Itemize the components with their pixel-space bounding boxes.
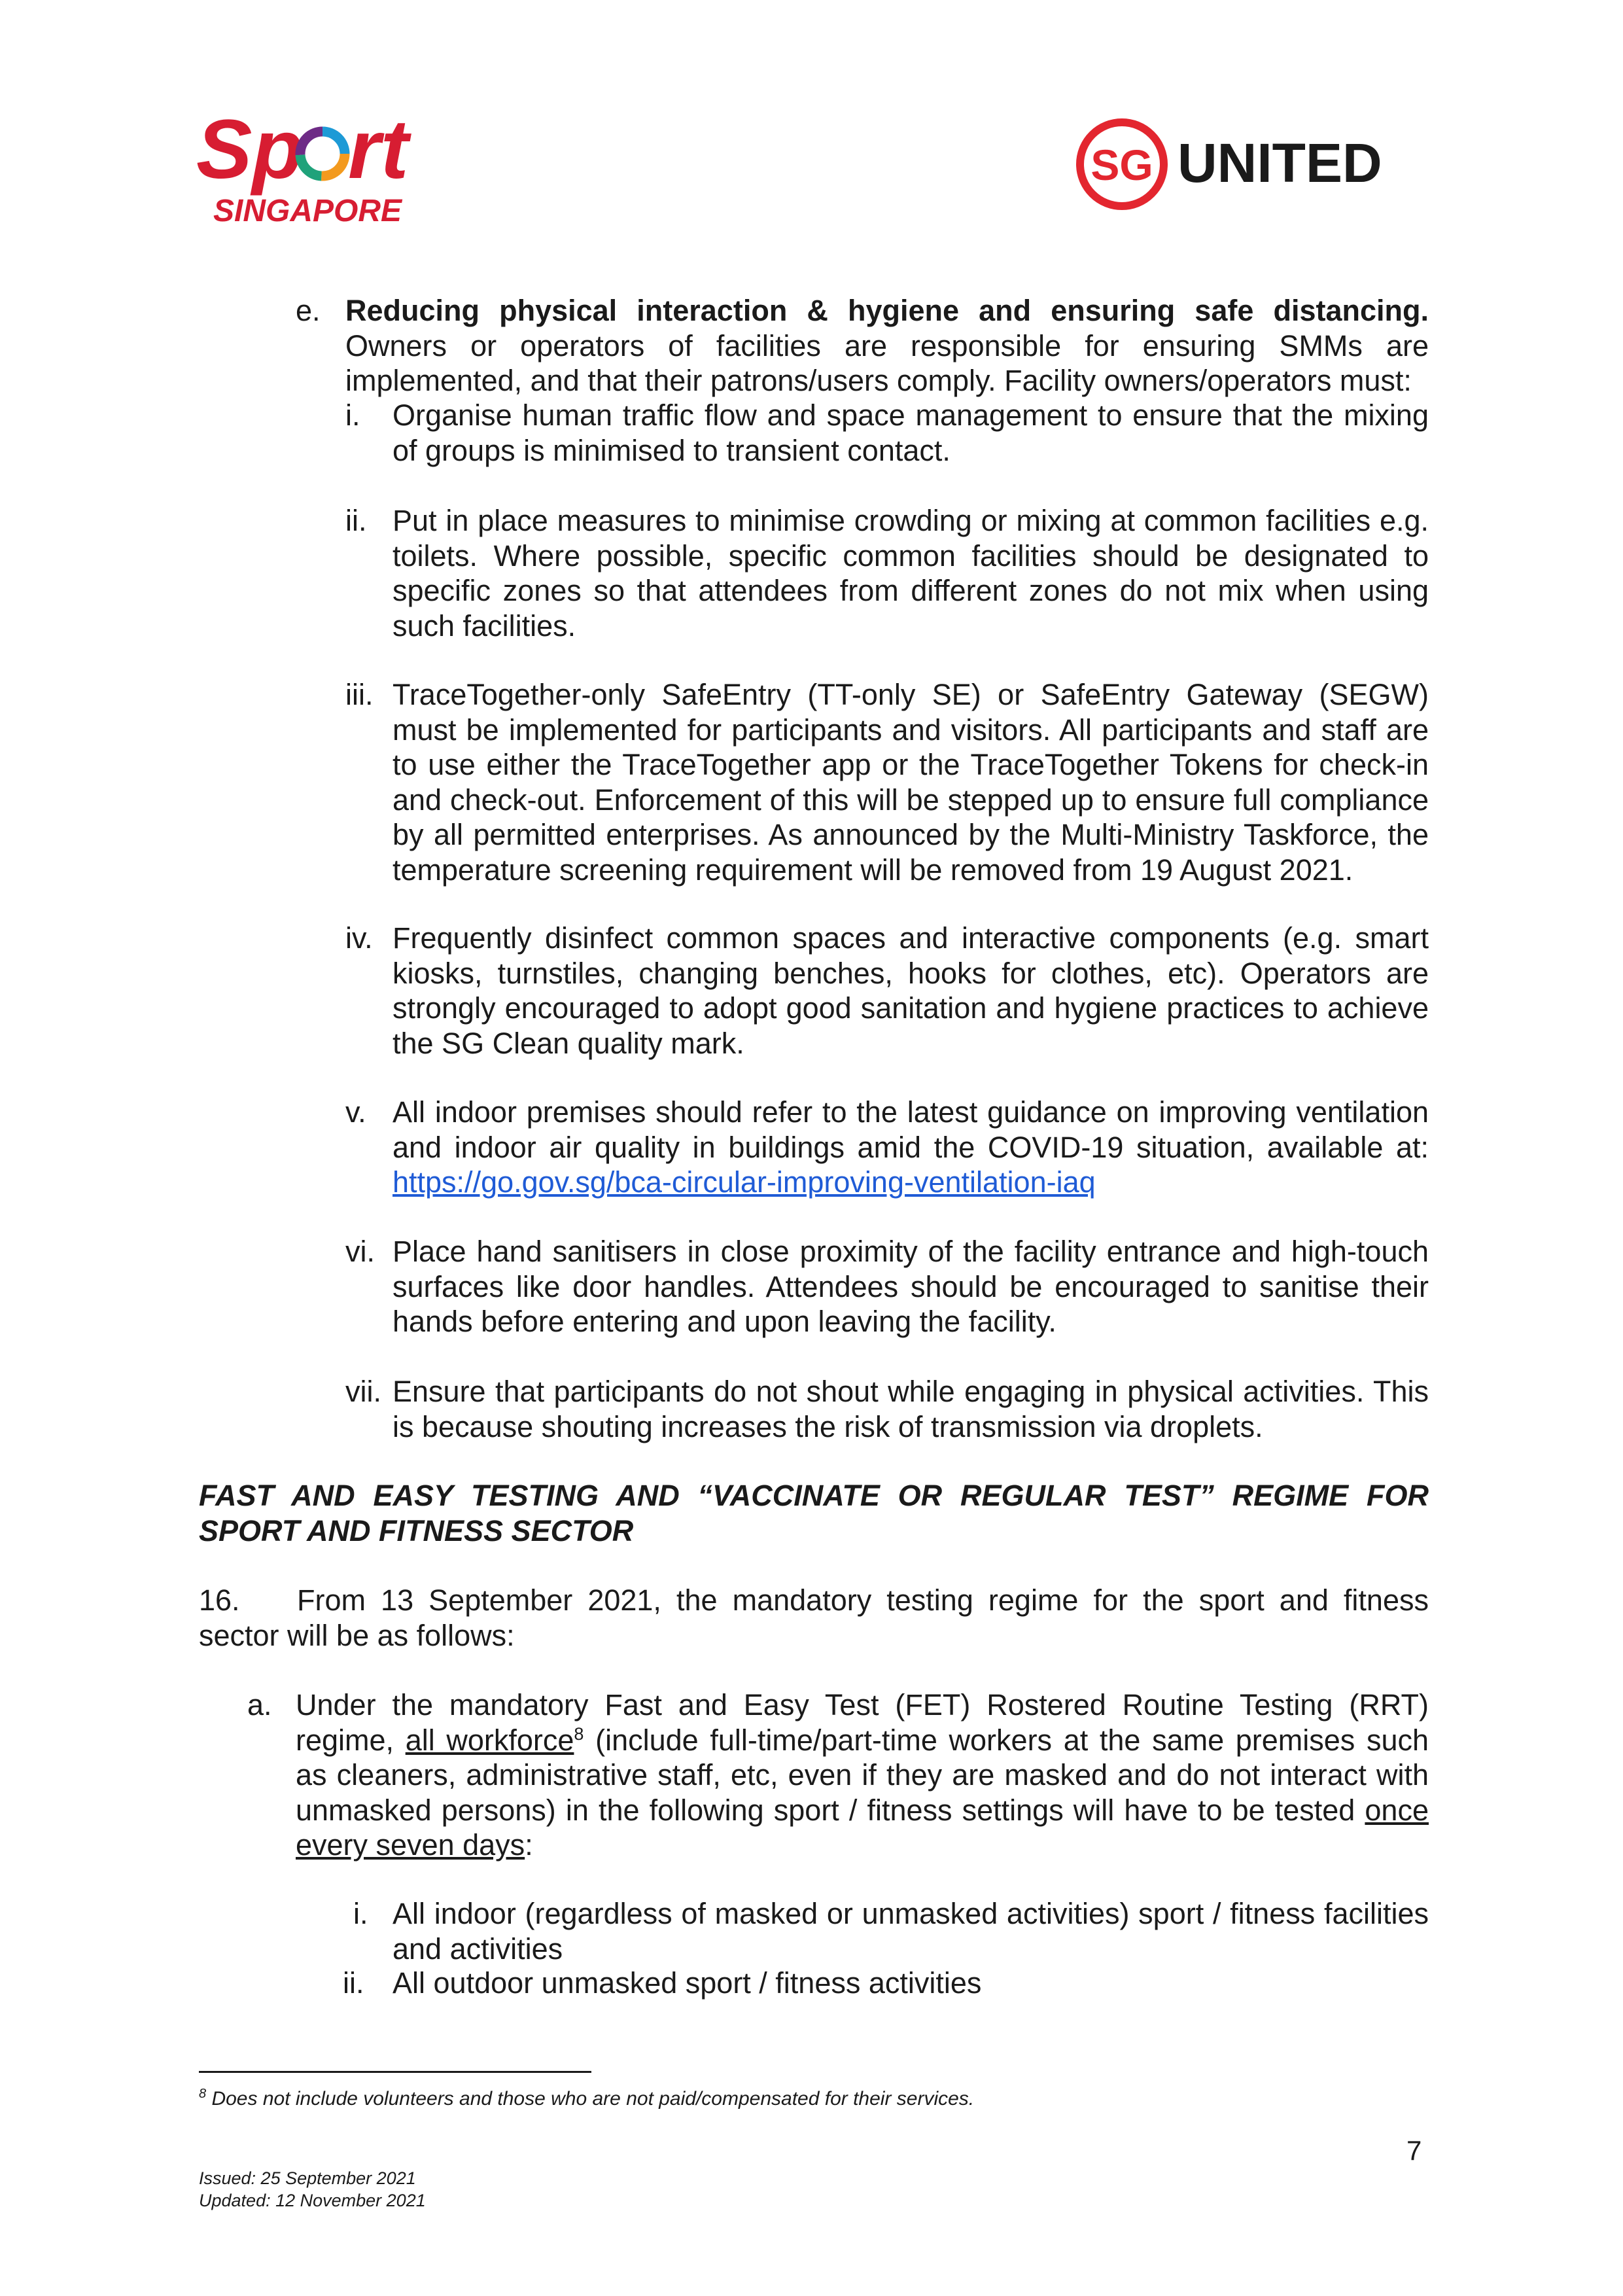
item-a-part3: : (525, 1828, 533, 1862)
item-a-frequency: once every seven days (296, 1793, 1429, 1862)
subitem-ii-text: All outdoor unmasked sport / fitness activities (393, 1966, 982, 2000)
item-a-all-workforce: all workforce (405, 1723, 574, 1757)
item-i-text: Organise human traffic flow and space management to ensure that the mixing of groups is minimised to transient contact. (393, 398, 1429, 467)
item-v-label: v. (345, 1095, 366, 1129)
footnote-divider (199, 2071, 591, 2073)
svg-text:SINGAPORE: SINGAPORE (213, 194, 402, 228)
footnote-text: Does not include volunteers and those who are not paid/compensated for their services. (206, 2088, 975, 2110)
subitem-i-text: All indoor (regardless of masked or unmasked activities) sport / fitness facilities and activities (393, 1897, 1429, 1966)
ventilation-guidance-link[interactable]: https://go.gov.sg/bca-circular-improving-ventilation-iaq (393, 1165, 1096, 1199)
paragraph-16-text: From 13 September 2021, the mandatory testing regime for the sport and fitness sector will be as follows: (199, 1583, 1429, 1652)
svg-text:SG: SG (1091, 141, 1153, 189)
section-e-intro: Owners or operators of facilities are responsible for ensuring SMMs are implemented, and that their patrons/users comply. Facility owners/operators must: (345, 328, 1429, 397)
footer-updated: Updated: 12 November 2021 (199, 2191, 426, 2210)
item-a-body (296, 1687, 1429, 1863)
page-number: 7 (1406, 2135, 1422, 2166)
section-e-label: e. (296, 294, 321, 327)
svg-text:Sp: Sp (196, 105, 304, 196)
item-vi-label: vi. (345, 1235, 375, 1268)
item-iii-text: TraceTogether-only SafeEntry (TT-only SE) or SafeEntry Gateway (SEGW) must be implemented for participants and visitors. All participants and staff are to use either the TraceTogether app or the TraceTogether Tokens for check-in and check-out. Enforcement of this will be stepped up to ensure full compliance by all permitted enterprises. As announced by the Multi-Ministry Taskforce, the temperature screening requirement will be removed from 19 August 2021. (393, 678, 1429, 887)
footnote-reference: 8 (574, 1723, 584, 1744)
sg-united-logo-icon (1073, 116, 1426, 215)
sport-logo-icon (196, 105, 445, 229)
footnote-number: 8 (199, 2087, 207, 2101)
item-iii-label: iii. (345, 678, 374, 711)
footnote (199, 2087, 1429, 2111)
item-v-body (393, 1095, 1429, 1200)
sport-singapore-logo (196, 105, 445, 229)
footer (199, 2167, 426, 2212)
section-e-body (345, 293, 1429, 398)
item-i-label: i. (345, 398, 360, 432)
footer-issued: Issued: 25 September 2021 (199, 2168, 416, 2188)
item-vii-label: vii. (345, 1375, 381, 1408)
item-iv-label: iv. (345, 921, 373, 955)
svg-text:rt: rt (348, 105, 409, 196)
section-heading: FAST AND EASY TESTING AND “VACCINATE OR REGULAR TEST” REGIME FOR SPORT AND FITNESS SECTOR (199, 1479, 1429, 1547)
item-a-part1: Under the mandatory Fast and Easy Test (FET) Rostered Routine Testing (RRT) regime, (296, 1688, 1429, 1757)
item-ii-label: ii. (345, 504, 367, 537)
svg-text:UNITED: UNITED (1178, 132, 1382, 194)
section-e-title: Reducing physical interaction & hygiene and ensuring safe distancing. (345, 294, 1429, 327)
paragraph-16-number: 16. (199, 1583, 240, 1617)
item-iv-text: Frequently disinfect common spaces and interactive components (e.g. smart kiosks, turnstiles, changing benches, hooks for clothes, etc). Operators are strongly encouraged to adopt good sanitation and hygiene practices to achieve the SG Clean quality mark. (393, 921, 1429, 1060)
paragraph-16 (199, 1583, 1429, 1653)
item-vi-text: Place hand sanitisers in close proximity of the facility entrance and high-touch surfaces like door handles. Attendees should be encouraged to sanitise their hands before entering and upon leaving the facility. (393, 1235, 1429, 1338)
item-vii-text: Ensure that participants do not shout while engaging in physical activities. This is because shouting increases the risk of transmission via droplets. (393, 1375, 1429, 1443)
item-ii-text: Put in place measures to minimise crowding or mixing at common facilities e.g. toilets. Where possible, specific common facilities should be designated to specific zones so that attendees from different zones do not mix when using such facilities. (393, 504, 1429, 643)
subitem-ii-label: ii. (343, 1966, 364, 2000)
sg-united-logo (1073, 116, 1426, 215)
subitem-i-label: i. (353, 1897, 368, 1930)
item-a-label: a. (247, 1688, 272, 1722)
item-v-text: All indoor premises should refer to the latest guidance on improving ventilation and indoor air quality in buildings amid the COVID-19 situation, available at: (393, 1095, 1429, 1164)
item-a-part2: (include full-time/part-time workers at the same premises such as cleaners, administrative staff, etc, even if they are masked and do not interact with unmasked persons) in the following sport / fitness settings will have to be tested (296, 1723, 1429, 1827)
